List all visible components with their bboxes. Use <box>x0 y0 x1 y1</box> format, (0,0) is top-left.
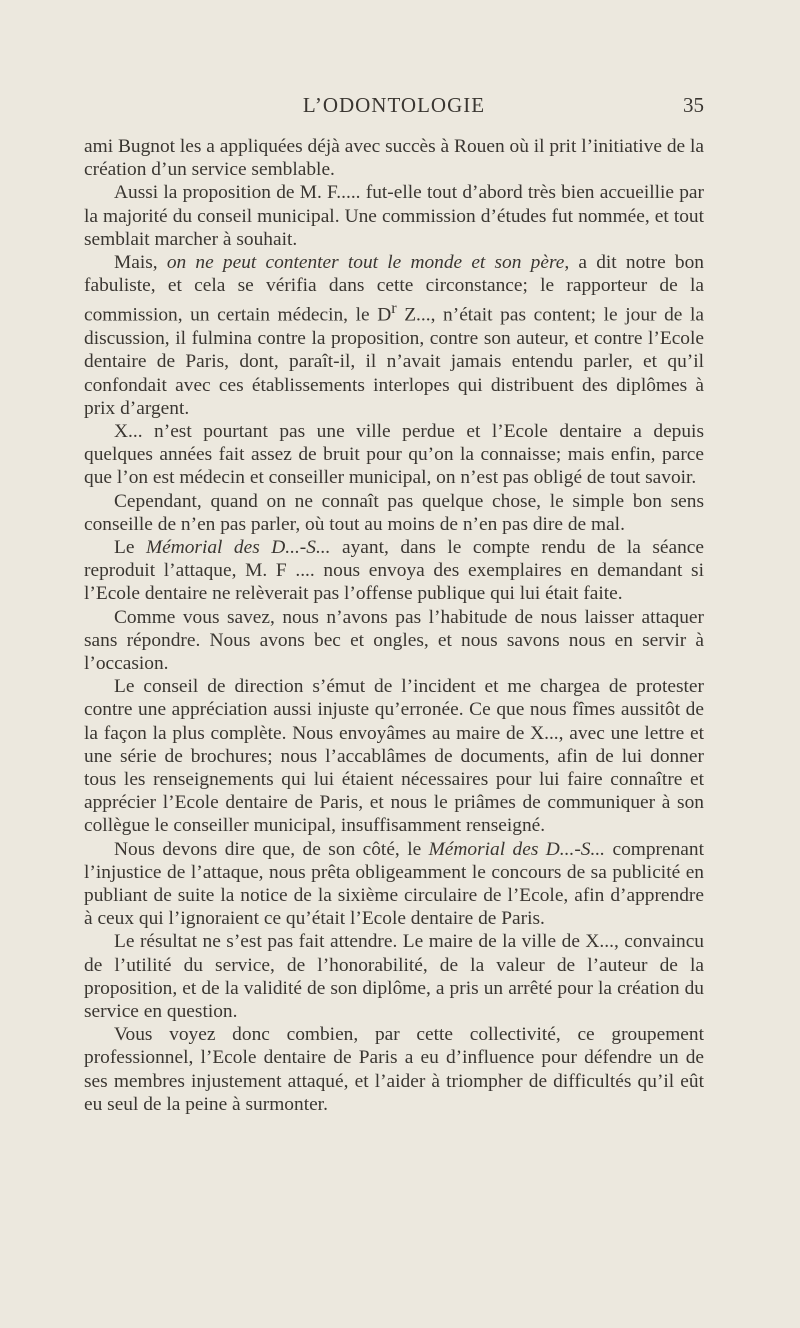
paragraph <box>84 251 704 420</box>
paragraph <box>84 838 704 931</box>
italic-title: Mémorial des D...-S... <box>145 536 331 558</box>
paragraph: Aussi la proposition de M. F..... fut-elle tout d’abord très bien accueillie par la majorité du conseil municipal. Une commission d’études fut nommée, et tout semblait marcher à souhait. <box>84 182 704 250</box>
italic-title: Mémorial des D...-S... <box>428 838 606 860</box>
paragraph: X... n’est pourtant pas une ville perdue et l’Ecole dentaire a depuis quelques années fait assez de bruit pour qu’on la connaisse; mais enfin, parce que l’on est médecin et conseiller municipal, on n’est pas obligé de tout savoir. <box>84 420 704 489</box>
paragraph: Le conseil de direction s’émut de l’incident et me chargea de protester contre une appréciation aussi injuste qu’erronée. Ce que nous fîmes aussitôt de la façon la plus complète. Nous envoyâmes au maire de X..., avec une lettre et une série de brochures; nous l’accablâmes de documents, afin de lui donner tous les renseignements qui lui étaient nécessaires pour lui faire connaître et apprécier l’Ecole dentaire de Paris, et nous le priâmes de communiquer à son collègue le conseiller municipal, insuffisamment renseigné. <box>84 676 704 837</box>
page-header <box>84 93 704 123</box>
paragraph: Cependant, quand on ne connaît pas quelque chose, le simple bon sens conseille de n’en pas parler, où tout au moins de n’en pas dire de mal. <box>84 490 704 535</box>
paragraph: ami Bugnot les a appliquées déjà avec succès à Rouen où il prit l’initiative de la création d’un service semblable. <box>84 136 704 181</box>
paragraph <box>84 536 704 606</box>
italic-quote: on ne peut contenter tout le monde et son père <box>166 252 565 274</box>
superscript: r <box>391 300 397 318</box>
paragraph: Comme vous savez, nous n’avons pas l’habitude de nous laisser attaquer sans répondre. Nous avons bec et ongles, et nous savons nous en servir à l’occasion. <box>84 606 704 674</box>
text-run: , a dit notre bon fabuliste, et cela se vérifia dans cette circonstance; le rapporteur de la commission, un certain médecin, le D <box>84 252 704 326</box>
text-run: Le <box>114 536 146 558</box>
body-text <box>84 135 704 1116</box>
text-run: Z..., n’était pas content; le jour de la discussion, il fulmina contre la proposition, contre son auteur, et contre l’Ecole dentaire de Paris, dont, paraît-il, il n’avait jamais entendu parler, et qu’il confondait avec ces établissements interlopes qui distribuent des diplômes à prix d’argent. <box>84 304 704 419</box>
text-run: Mais, <box>114 252 167 274</box>
running-title: L’ODONTOLOGIE <box>302 93 486 117</box>
paragraph: Le résultat ne s’est pas fait attendre. Le maire de la ville de X..., convaincu de l’utilité du service, de l’honorabilité, de la valeur de l’auteur de la proposition, et de la validité de son diplôme, a pris un arrêté pour la création du service en question. <box>84 931 704 1022</box>
paragraph: Vous voyez donc combien, par cette collectivité, ce groupement professionnel, l’Ecole dentaire de Paris a eu d’influence pour défendre un de ses membres injustement attaqué, et l’aider à triompher de difficultés qu’il eût eu seul de la peine à surmonter. <box>84 1024 704 1115</box>
page-number: 35 <box>683 93 704 117</box>
text-run: Nous devons dire que, de son côté, le <box>114 838 429 860</box>
text-run: ayant, dans le compte rendu de la séance reproduit l’attaque, M. F .... nous envoya des exemplaires en demandant si l’Ecole dentaire ne relèverait pas l’offense publique qui lui était faite. <box>84 536 704 605</box>
text-run: comprenant l’injustice de l’attaque, nous prêta obligeamment le concours de sa publicité en publiant de suite la notice de la sixième circulaire de l’Ecole, afin d’apprendre à ceux qui l’ignoraient ce qu’était l’Ecole dentaire de Paris. <box>84 838 704 930</box>
